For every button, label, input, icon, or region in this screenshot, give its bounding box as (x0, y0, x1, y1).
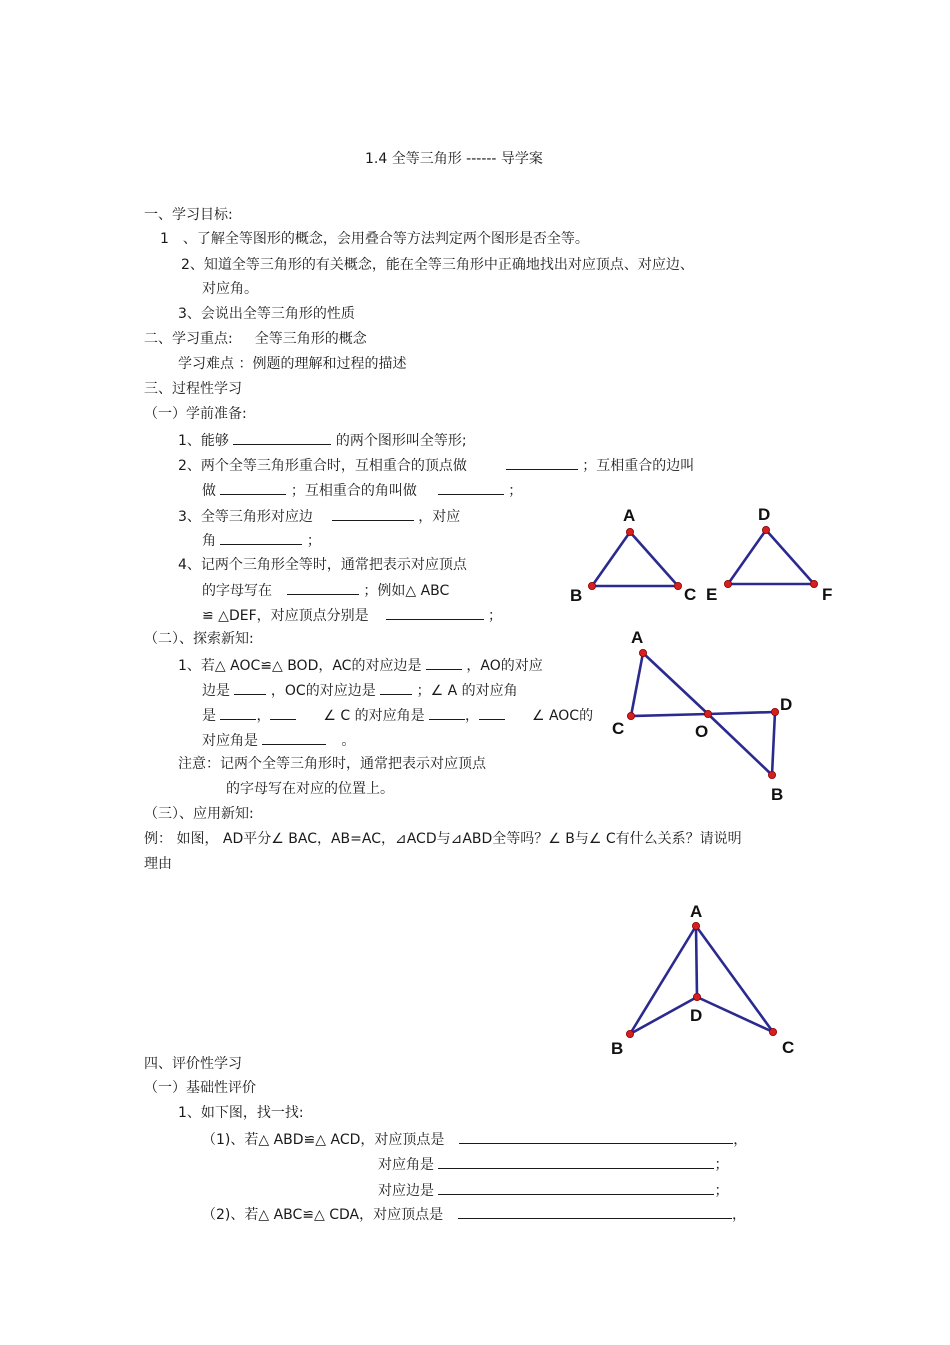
explore-text-i: ， (465, 708, 480, 724)
goal-1-text: 、了解全等图形的概念，会用叠合等方法判定两个图形是否全等。 (182, 231, 589, 247)
prep-q4-text-c: ；例如△ ABC (363, 583, 450, 599)
prep-q2-text-d: ；互相重合的角叫做 (290, 483, 417, 499)
sub-heading-preparation: （一）学前准备: (144, 406, 247, 422)
section-heading-evaluation: 四、评价性学习 (144, 1056, 242, 1072)
explore-blank-angle-aoc[interactable] (262, 730, 326, 745)
explore-question-line-1 (178, 655, 543, 675)
edge-co (631, 714, 708, 716)
prep-q1-text-b: 的两个图形叫全等形; (335, 433, 467, 449)
vertex-c (674, 582, 681, 589)
explore-text-j: ∠ AOC的 (531, 708, 594, 724)
explore-text-c: 边是 (202, 683, 230, 699)
vertex-d (693, 993, 700, 1000)
explore-question-line-3 (202, 705, 593, 725)
explore-question-line-4 (202, 730, 355, 750)
section-heading-goals: 一、学习目标: (144, 207, 233, 223)
eval-row-1-text: （1)、若△ ABD≌△ ACD，对应顶点是 (202, 1132, 445, 1148)
explore-text-k: 对应角是 (202, 733, 258, 749)
vertex-e (724, 580, 731, 587)
label-a: A (690, 902, 703, 921)
sub-heading-explore: （二）、探索新知: (144, 631, 254, 647)
explore-blank-ao[interactable] (234, 680, 266, 695)
goal-3: 3、会说出全等三角形的性质 (178, 306, 355, 322)
eval-row-1 (202, 1129, 747, 1149)
label-c: C (684, 585, 697, 604)
vertex-b (768, 771, 775, 778)
vertex-f (810, 580, 817, 587)
vertex-b (588, 582, 595, 589)
prep-q4-text-e: ； (488, 608, 502, 624)
eval-row-3-text: 对应边是 (378, 1183, 434, 1199)
eval-row-2 (378, 1154, 728, 1174)
prep-q3-blank-angle[interactable] (220, 530, 302, 545)
eval-row-4-text: （2)、若△ ABC≌△ CDA，对应顶点是 (202, 1207, 444, 1223)
page-title: 1.4 全等三角形 ------ 导学案 (365, 151, 543, 167)
prep-q2-text-b: ；互相重合的边叫 (582, 458, 695, 474)
label-b: B (570, 586, 583, 605)
label-d: D (690, 1006, 703, 1025)
prep-q3-blank-edge[interactable] (332, 506, 414, 521)
prep-q2-blank-edge[interactable] (220, 480, 286, 495)
explore-question-line-2 (202, 680, 518, 700)
prep-q3-text-d: ； (306, 533, 321, 549)
edge-ab (630, 926, 696, 1034)
example-line-1: 例： 如图， AD平分∠ BAC，AB=AC，⊿ACD与⊿ABD全等吗？∠ B与∠ C有什么关系？请说明 (144, 831, 742, 847)
eval-row-3-end: ； (714, 1183, 729, 1199)
label-d: D (780, 695, 793, 714)
edge-oa (643, 653, 708, 714)
prep-question-4-line-2 (202, 580, 449, 600)
label-d: D (758, 505, 771, 524)
edge-ca (630, 532, 678, 586)
key-point-text: 全等三角形的概念 (254, 331, 367, 347)
label-a: A (623, 506, 636, 525)
prep-question-3-line-2 (202, 530, 321, 550)
edge-fd (766, 530, 814, 584)
prep-q2-text-a: 2、两个全等三角形重合时，互相重合的顶点做 (178, 458, 467, 474)
edge-db (772, 712, 775, 775)
label-b: B (771, 785, 784, 804)
goal-1-number: 1 (160, 231, 169, 247)
prep-q3-text-a: 3、全等三角形对应边 (178, 509, 313, 525)
prep-q4-blank-position[interactable] (287, 580, 359, 595)
goal-1 (160, 230, 589, 248)
eval-row-4-end: ， (732, 1207, 747, 1223)
prep-question-2-line-1 (178, 455, 694, 475)
prep-question-2-line-2 (202, 480, 522, 500)
explore-text-f: 是 (202, 708, 216, 724)
label-o: O (695, 722, 709, 741)
eval-row-4-blank[interactable] (458, 1204, 732, 1219)
goal-2-line-2: 对应角。 (202, 281, 258, 297)
prep-q4-text-b: 的字母写在 (202, 583, 272, 599)
prep-question-1 (178, 430, 467, 450)
prep-q4-text-d: ≌ △DEF，对应顶点分别是 (202, 608, 369, 624)
eval-row-3-blank[interactable] (438, 1180, 714, 1195)
vertex-b (626, 1030, 633, 1037)
figure-abc-with-d (600, 900, 810, 1060)
eval-row-4 (202, 1204, 746, 1224)
prep-q2-blank-angle[interactable] (438, 480, 504, 495)
goal-2-line-1: 2、知道全等三角形的有关概念，能在全等三角形中正确地找出对应顶点、对应边、 (181, 257, 694, 273)
vertex-a (626, 528, 633, 535)
label-c: C (612, 719, 625, 738)
eval-row-2-blank[interactable] (438, 1154, 714, 1169)
prep-q3-text-c: 角 (202, 533, 216, 549)
prep-question-4-line-1: 4、记两个三角形全等时，通常把表示对应顶点 (178, 557, 467, 573)
sub-heading-basic: （一）基础性评价 (144, 1080, 256, 1096)
prep-q4-blank-vertices[interactable] (386, 605, 484, 620)
eval-question-1: 1、如下图，找一找: (178, 1105, 304, 1121)
edge-ac (631, 653, 643, 716)
explore-blank-angle-c-2[interactable] (479, 705, 505, 720)
explore-text-l: 。 (341, 733, 356, 749)
explore-blank-ac[interactable] (426, 655, 462, 670)
eval-row-3 (378, 1180, 728, 1200)
edge-bo (708, 714, 772, 775)
prep-q2-text-c: 做 (202, 483, 216, 499)
prep-q3-text-b: ，对应 (418, 509, 461, 525)
prep-question-4-line-3 (202, 605, 502, 625)
edge-de (728, 530, 766, 584)
prep-q1-text-a: 1、能够 (178, 433, 229, 449)
explore-note-line-1: 注意：记两个全等三角形时，通常把表示对应顶点 (178, 756, 486, 772)
label-c: C (782, 1038, 795, 1057)
prep-q1-blank[interactable] (233, 430, 331, 445)
eval-row-1-blank[interactable] (459, 1129, 733, 1144)
example-line-2: 理由 (144, 856, 172, 872)
prep-q2-blank-vertex[interactable] (506, 455, 578, 470)
explore-text-b: ，AO的对应 (466, 658, 543, 674)
section-heading-process: 三、过程性学习 (144, 381, 242, 397)
sub-heading-apply: （三）、应用新知: (144, 806, 254, 822)
explore-text-h: ∠ C 的对应角是 (323, 708, 425, 724)
vertex-c (769, 1028, 776, 1035)
key-point (144, 330, 367, 348)
figure-two-triangles (560, 500, 850, 610)
explore-text-g: ， (256, 708, 271, 724)
explore-blank-oc[interactable] (380, 680, 412, 695)
explore-text-a: 1、若△ AOC≌△ BOD，AC的对应边是 (178, 658, 422, 674)
vertex-a (639, 649, 646, 656)
edge-ad (696, 926, 697, 997)
edge-ab (592, 532, 630, 586)
explore-text-e: ；∠ A 的对应角 (416, 683, 518, 699)
vertex-a (692, 922, 699, 929)
prep-question-3-line-1 (178, 506, 460, 526)
vertex-d (762, 526, 769, 533)
key-point-label: 二、学习重点: (144, 331, 233, 347)
explore-blank-angle-a[interactable] (220, 705, 256, 720)
vertex-c (627, 712, 634, 719)
vertex-d (771, 708, 778, 715)
eval-row-2-text: 对应角是 (378, 1157, 434, 1173)
difficulty: 学习难点 ：例题的理解和过程的描述 (178, 356, 407, 372)
label-b: B (611, 1039, 624, 1058)
vertex-o (704, 710, 711, 717)
explore-note-line-2: 的字母写在对应的位置上。 (226, 781, 394, 797)
eval-row-1-end: ， (733, 1132, 748, 1148)
label-f: F (822, 585, 833, 604)
label-a: A (631, 628, 644, 647)
label-e: E (706, 585, 718, 604)
explore-blank-angle-c[interactable] (429, 705, 465, 720)
eval-row-2-end: ； (714, 1157, 729, 1173)
explore-blank-angle-a-2[interactable] (270, 705, 296, 720)
edge-ac (696, 926, 773, 1032)
prep-q2-text-e: ； (508, 483, 523, 499)
edge-od (708, 712, 775, 714)
figure-aoc-bod (600, 625, 800, 805)
explore-text-d: ，OC的对应边是 (270, 683, 376, 699)
